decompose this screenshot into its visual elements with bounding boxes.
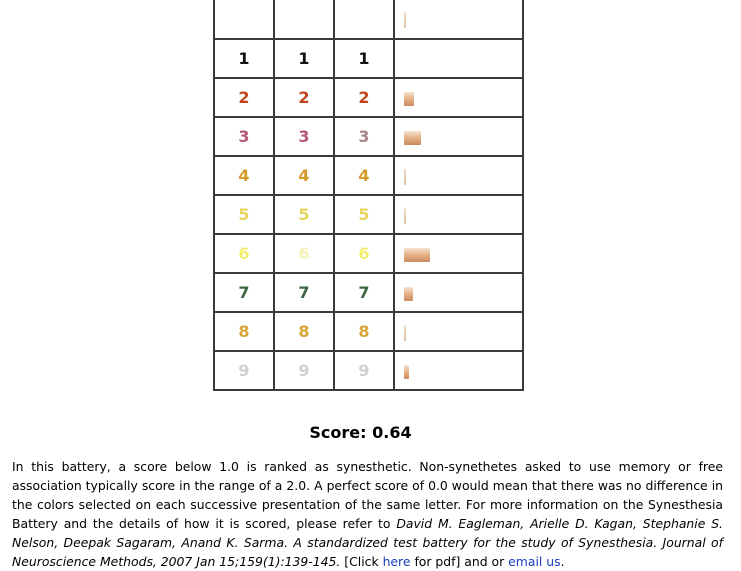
digit-cell: 4 <box>274 156 334 195</box>
results-table <box>213 0 524 391</box>
description-text: In this battery, a score below 1.0 is ranked as synesthetic. Non-synethetes asked to use memory or free association typically score in the range of a 2.0. A perfect score of 0.0 would mean that there was no difference in the colors selected on each successive presentation of the same letter. For more information on the Synesthesia Battery and the details of how it is scored, please refer to <box>12 459 723 531</box>
consistency-bar-cell <box>394 234 523 273</box>
citation-text: David M. Eagleman, Arielle D. Kagan, Stephanie S. Nelson, Deepak Sagaram, Anand K. Sarma. A standardized test battery for the study of Synesthesia. Journal of Neuroscience Methods, 2007 Jan 15;159(1):139-145. <box>12 516 724 569</box>
digit-cell: 5 <box>274 195 334 234</box>
consistency-bar-cell <box>394 39 523 78</box>
consistency-bar <box>404 92 414 106</box>
consistency-bar-cell <box>394 0 523 39</box>
digit-cell: 3 <box>334 117 394 156</box>
digit-cell: 8 <box>334 312 394 351</box>
table-row <box>214 0 523 39</box>
consistency-bar-cell <box>394 78 523 117</box>
digit-cell: 6 <box>274 234 334 273</box>
digit-cell: 7 <box>214 273 274 312</box>
table-row <box>214 78 523 117</box>
digit-cell: 7 <box>334 273 394 312</box>
digit-cell: 3 <box>274 117 334 156</box>
digit-cell: 2 <box>214 78 274 117</box>
consistency-bar-cell <box>394 312 523 351</box>
description-paragraph <box>12 457 723 571</box>
digit-cell: 9 <box>274 351 334 390</box>
pdf-here-link[interactable]: here <box>382 554 411 569</box>
consistency-bar-cell <box>394 351 523 390</box>
consistency-bar-cell <box>394 117 523 156</box>
consistency-bar <box>404 248 430 262</box>
period-text: . <box>560 554 565 569</box>
consistency-bar-cell <box>394 195 523 234</box>
consistency-bar <box>404 287 413 301</box>
digit-cell: 8 <box>274 312 334 351</box>
consistency-bar <box>404 208 406 224</box>
digit-cell: 9 <box>214 351 274 390</box>
table-row <box>214 312 523 351</box>
digit-cell: 9 <box>334 351 394 390</box>
table-row <box>214 273 523 312</box>
consistency-bar <box>404 12 406 28</box>
digit-cell: 4 <box>334 156 394 195</box>
score-label: Score: 0.64 <box>309 423 412 442</box>
table-row <box>214 117 523 156</box>
digit-cell <box>214 0 274 39</box>
consistency-bar-cell <box>394 273 523 312</box>
digit-cell: 1 <box>214 39 274 78</box>
digit-cell: 1 <box>274 39 334 78</box>
consistency-bar-cell <box>394 156 523 195</box>
pdf-text: for pdf] and or <box>410 554 509 569</box>
digit-cell: 5 <box>214 195 274 234</box>
digit-cell <box>334 0 394 39</box>
digit-cell: 2 <box>334 78 394 117</box>
email-us-link[interactable]: email us <box>508 554 561 569</box>
digit-cell: 1 <box>334 39 394 78</box>
click-text: [Click <box>340 554 383 569</box>
digit-cell: 7 <box>274 273 334 312</box>
digit-cell: 3 <box>214 117 274 156</box>
table-row <box>214 195 523 234</box>
table-row <box>214 351 523 390</box>
consistency-bar <box>404 325 406 341</box>
digit-cell: 6 <box>214 234 274 273</box>
table-row <box>214 39 523 78</box>
digit-cell: 5 <box>334 195 394 234</box>
consistency-bar <box>404 365 409 379</box>
digit-cell: 6 <box>334 234 394 273</box>
consistency-bar <box>404 169 406 185</box>
digit-cell: 2 <box>274 78 334 117</box>
digit-cell: 8 <box>214 312 274 351</box>
digit-cell: 4 <box>214 156 274 195</box>
table-row <box>214 234 523 273</box>
table-row <box>214 156 523 195</box>
consistency-bar <box>404 131 421 145</box>
digit-cell <box>274 0 334 39</box>
